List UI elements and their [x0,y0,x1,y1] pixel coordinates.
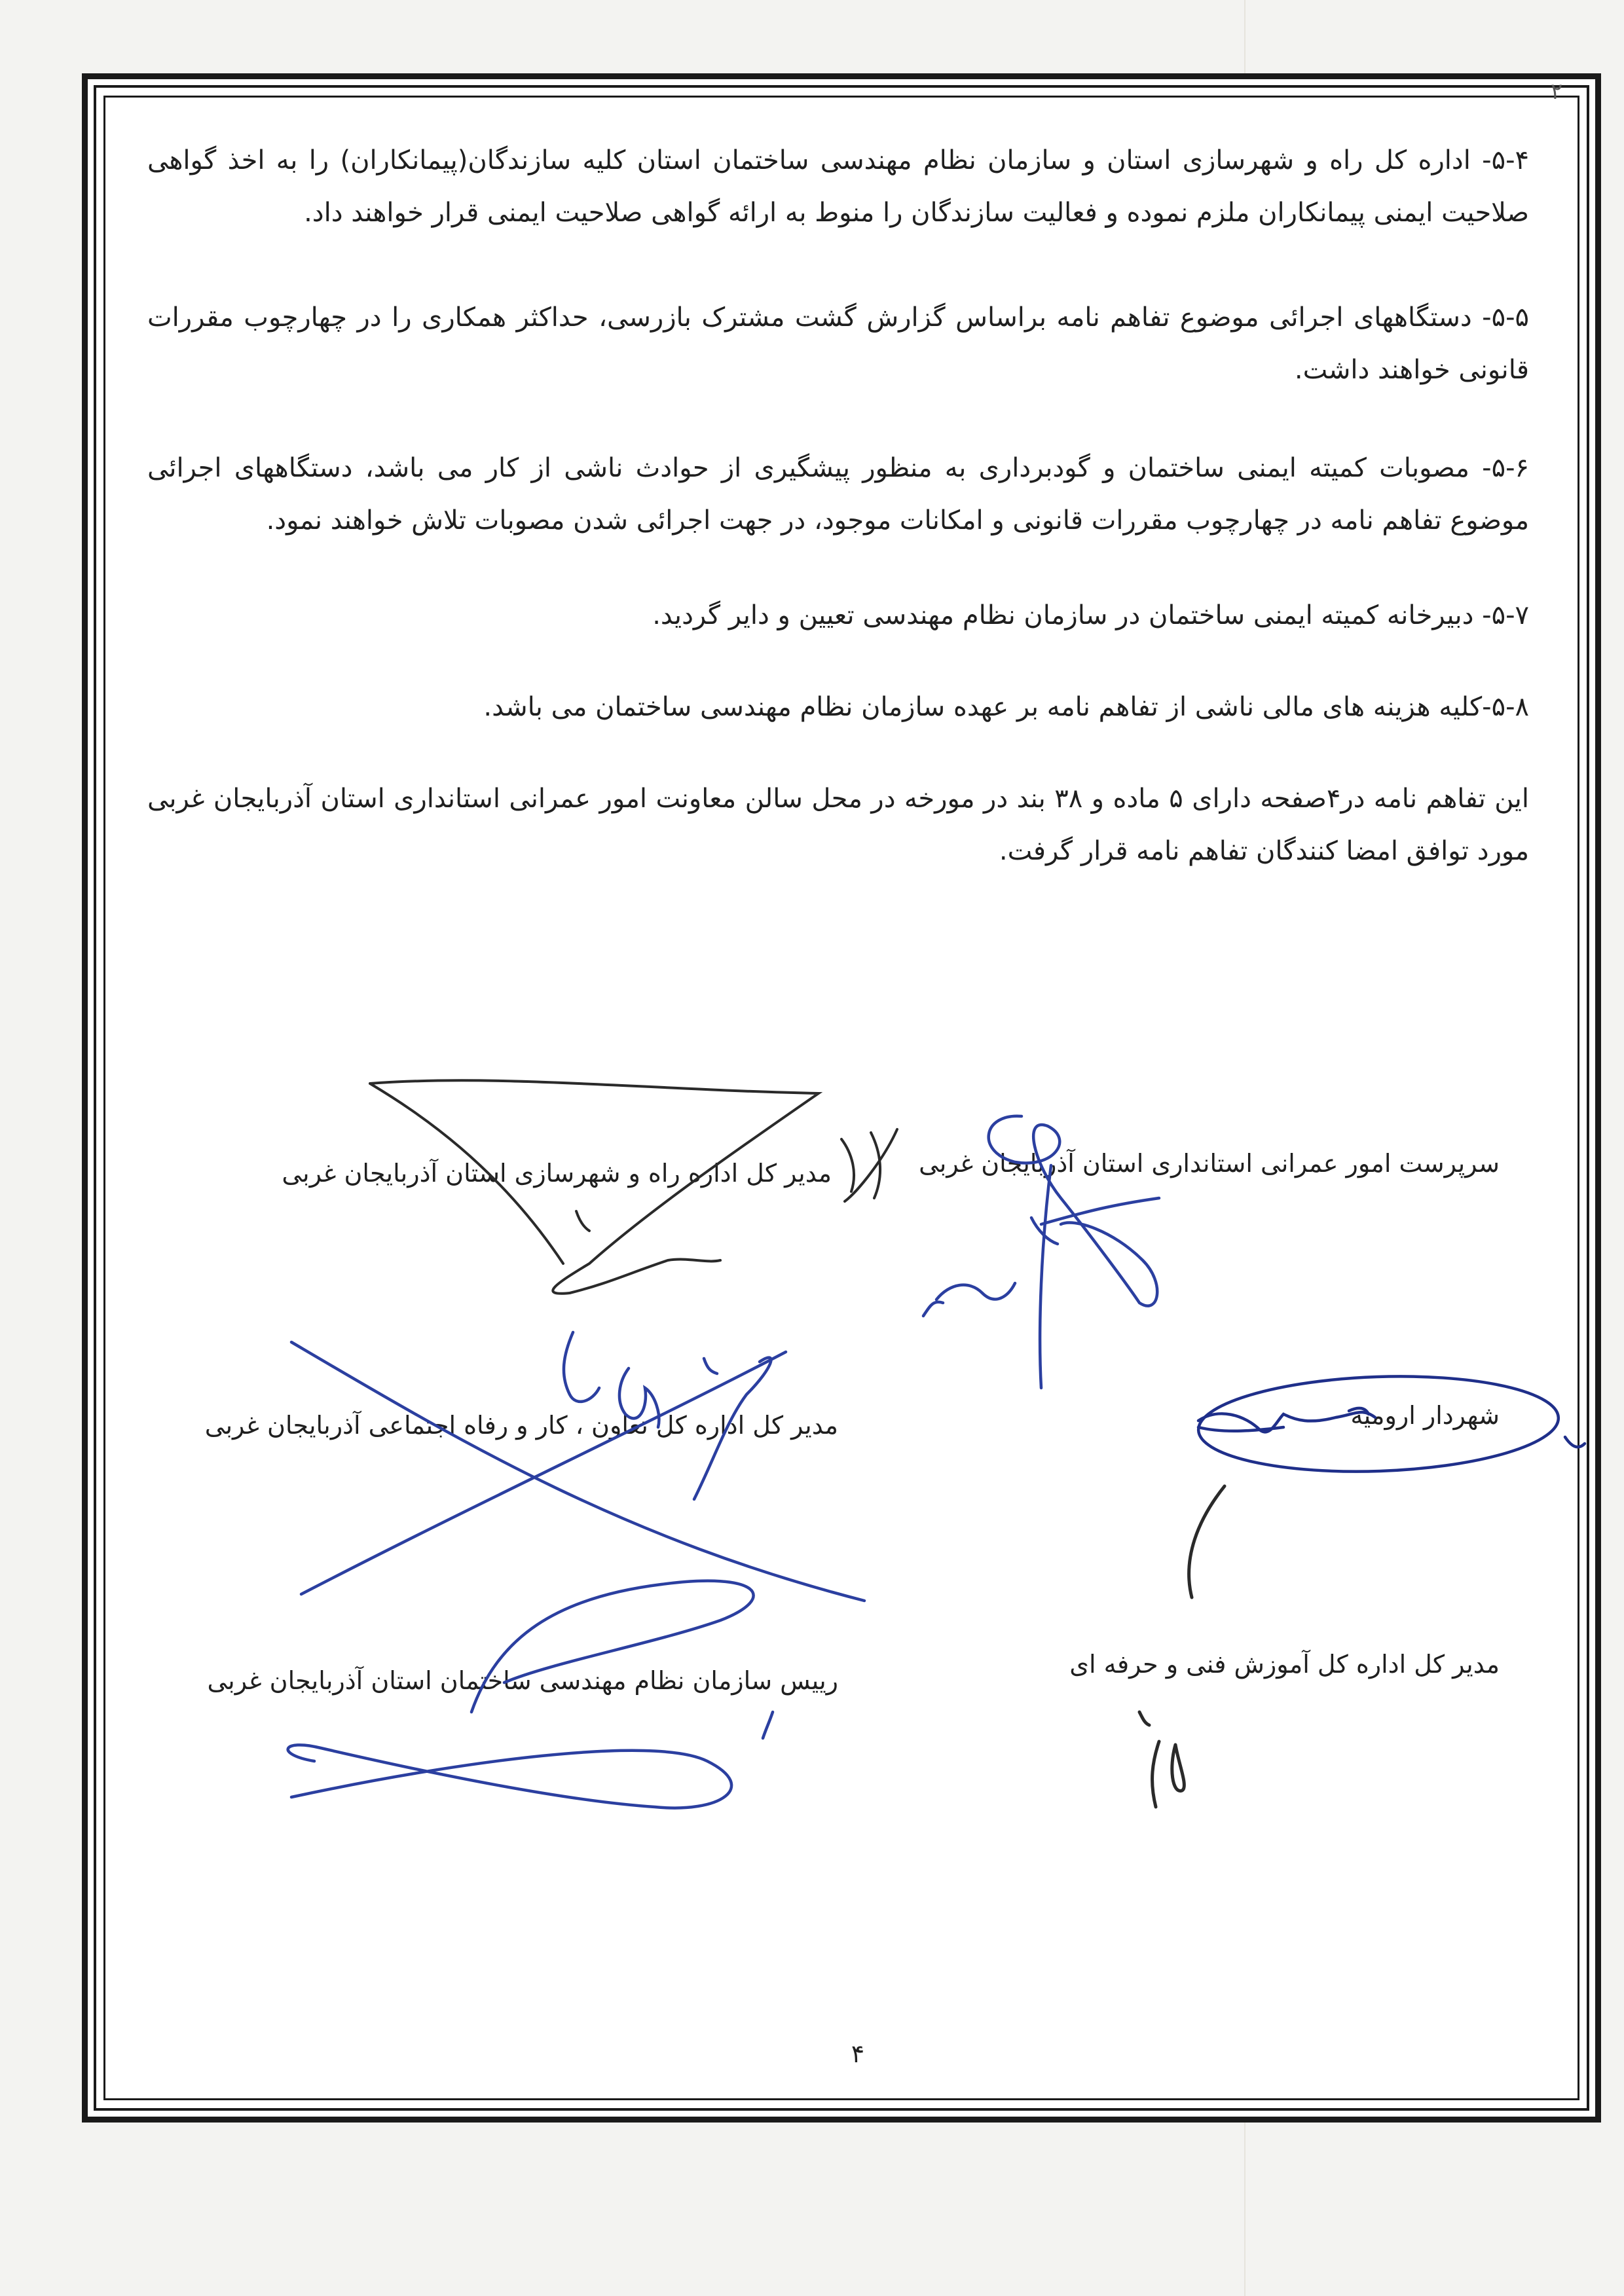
signatory-title-technical-vocational-training: مدیر کل اداره کل آموزش فنی و حرفه ای [1069,1650,1500,1679]
clause-5-6: ۵-۶- مصوبات کمیته ایمنی ساختمان و گودبرداری به منظور پیشگیری از حوادث ناشی از کار می باشد، دستگاههای اجرائی موضوع تفاهم نامه در چهارچوب مقررات قانونی و امکانات موجود، در جهت اجرائی شدن مصوبات تلاش خواهند نمود. [147,453,1529,536]
page-number: ۴ [851,2039,865,2068]
signatory-title-cooperatives-labour-welfare: مدیر کل اداره کل تعاون ، کار و رفاه اجتماعی آذربایجان غربی [204,1411,838,1440]
signatory-title-roads-urban-development: مدیر کل اداره راه و شهرسازی استان آذربایجان غربی [282,1159,832,1188]
corner-page-mark: ۲ [1551,79,1563,105]
page-border-inner [103,96,1579,2100]
closing-statement: این تفاهم نامه در۴صفحه دارای ۵ ماده و ۳۸ بند در مورخه در محل سالن معاونت امور عمرانی استانداری استان آذربایجان غربی مورد توافق امضا کنندگان تفاهم نامه قرار گرفت. [147,784,1529,866]
clause-5-7: ۵-۷- دبیرخانه کمیته ایمنی ساختمان در سازمان نظام مهندسی تعیین و دایر گردید. [652,600,1529,630]
signatory-title-engineering-organization: رییس سازمان نظام مهندسی ساختمان استان آذربایجان غربی [207,1666,838,1695]
signatory-title-urmia-mayor: شهردار ارومیه [1350,1401,1500,1430]
signatory-title-governorate-civil-affairs: سرپرست امور عمرانی استانداری استان آذربایجان غربی [919,1149,1500,1178]
clause-5-8: ۵-۸-کلیه هزینه های مالی ناشی از تفاهم نامه بر عهده سازمان نظام مهندسی ساختمان می باشد. [483,692,1529,722]
clause-5-4: ۵-۴- اداره کل راه و شهرسازی استان و سازمان نظام مهندسی ساختمان استان کلیه سازندگان(پیمانکاران) را به اخذ گواهی صلاحیت ایمنی پیمانکاران ملزم نموده و فعالیت سازندگان را منوط به ارائه گواهی صلاحیت ایمنی قرار خواهند داد. [147,145,1529,228]
clause-5-5: ۵-۵- دستگاههای اجرائی موضوع تفاهم نامه براساس گزارش گشت مشترک بازرسی، حداکثر همکاری را در چهارچوب مقررات قانونی خواهند داشت. [147,302,1529,385]
